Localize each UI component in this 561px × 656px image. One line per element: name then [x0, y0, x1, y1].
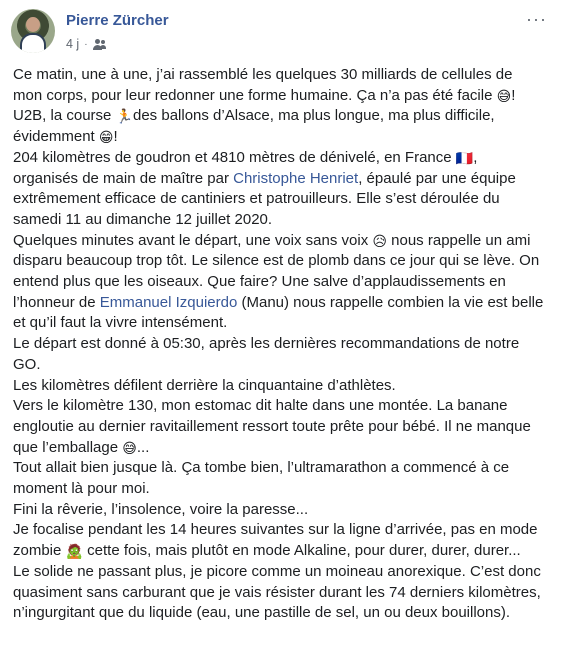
text-segment: U2B, la course: [13, 107, 112, 125]
text-segment: Quelques minutes avant le départ, une voix sans voix: [13, 231, 369, 249]
text-segment: cette fois, mais plutôt en mode Alkaline, pour durer, durer, durer...: [87, 542, 521, 560]
text-segment: nous rappelle un ami disparu beaucoup trop tôt. Le silence est de plomb dans ce jour qui se lève. On entend plus que les oiseaux. Que faire? Une salve d’applaudissements en l’honneur de: [13, 231, 540, 311]
text-segment: ...: [136, 438, 150, 456]
mention-christophe-henriet[interactable]: Christophe Henriet: [233, 169, 359, 187]
text-segment: , épaulé par une équipe extrêmement efficace de cantiniers et patrouilleurs. Elle s’est déroulée du samedi 11 au dimanche 12 juillet 2020.: [13, 169, 516, 228]
friends-icon[interactable]: [93, 39, 106, 50]
text-segment: Je focalise pendant les 14 heures suivantes sur la ligne d’arrivée, pas en mode zombie: [13, 521, 538, 560]
sad-face-icon: 😥: [372, 232, 387, 249]
author-name[interactable]: Pierre Zürcher: [66, 12, 169, 29]
post-paragraph: [13, 231, 545, 335]
post-paragraph: [13, 520, 545, 561]
post-paragraph: [13, 396, 545, 458]
grin-icon: 😁: [98, 129, 114, 146]
post-body: [13, 65, 545, 624]
france-flag-icon: 🇫🇷: [455, 149, 474, 166]
text-segment: 204 kilomètres de goudron et 4810 mètres de dénivelé, en France: [13, 148, 452, 166]
text-segment: Vers le kilomètre 130, mon estomac dit halte dans une montée. La banane engloutie au dernier ravitaillement ressort toute prête pour bébé. Il ne manque que l’emballage: [13, 397, 531, 456]
author-avatar[interactable]: [11, 9, 55, 53]
text-segment: ,: [473, 148, 478, 166]
text-segment: (Manu) nous rappelle combien la vie est belle et qu’il faut la vivre intensément.: [13, 293, 544, 332]
meta-separator: ·: [84, 38, 88, 50]
post-timestamp[interactable]: 4 j: [66, 37, 80, 51]
text-segment: des ballons d’Alsace, ma plus longue, ma plus difficile, évidemment: [13, 107, 495, 146]
post-paragraph: [13, 148, 545, 231]
mention-emmanuel-izquierdo[interactable]: Emmanuel Izquierdo: [99, 293, 238, 311]
text-segment: !: [511, 86, 516, 104]
avatar-head: [26, 17, 40, 32]
zombie-icon: 🧟: [65, 543, 83, 560]
text-segment: organisés de main de maître par: [13, 169, 229, 187]
post-paragraph: [13, 106, 545, 147]
post-paragraph: [13, 65, 545, 106]
post-paragraph: Le solide ne passant plus, je picore comme un moineau anorexique. C’est donc quasiment sans carburant que je vais résister durant les 74 derniers kilomètres, n’ingurgitant que du liquide (eau, une pastille de sel, un ou deux bouillons).: [13, 562, 541, 622]
text-segment: Ce matin, une à une, j’ai rassemblé les quelques 30 milliards de cellules de mon corps, pour leur redonner une forme humaine. Ça n’a pas été facile: [13, 66, 513, 104]
runner-icon: 🏃: [115, 108, 133, 125]
avatar-body: [20, 33, 46, 53]
post-paragraph: Fini la rêverie, l’insolence, voire la paresse...: [13, 500, 309, 518]
post-paragraph: Le départ est donné à 05:30, après les dernières recommandations de notre GO.: [13, 335, 520, 373]
post-meta: [66, 37, 106, 51]
post-paragraph: Tout allait bien jusque là. Ça tombe bien, l’ultramarathon a commencé à ce moment là pour moi.: [13, 459, 510, 498]
text-segment: !: [113, 128, 118, 146]
post-paragraph: Les kilomètres défilent derrière la cinquantaine d’athlètes.: [13, 376, 396, 394]
sweat-smile-icon: 😅: [496, 87, 512, 104]
sweat-smile-icon: 😅: [122, 439, 137, 456]
post-header: [11, 9, 551, 57]
more-options-icon[interactable]: ···: [526, 9, 547, 29]
